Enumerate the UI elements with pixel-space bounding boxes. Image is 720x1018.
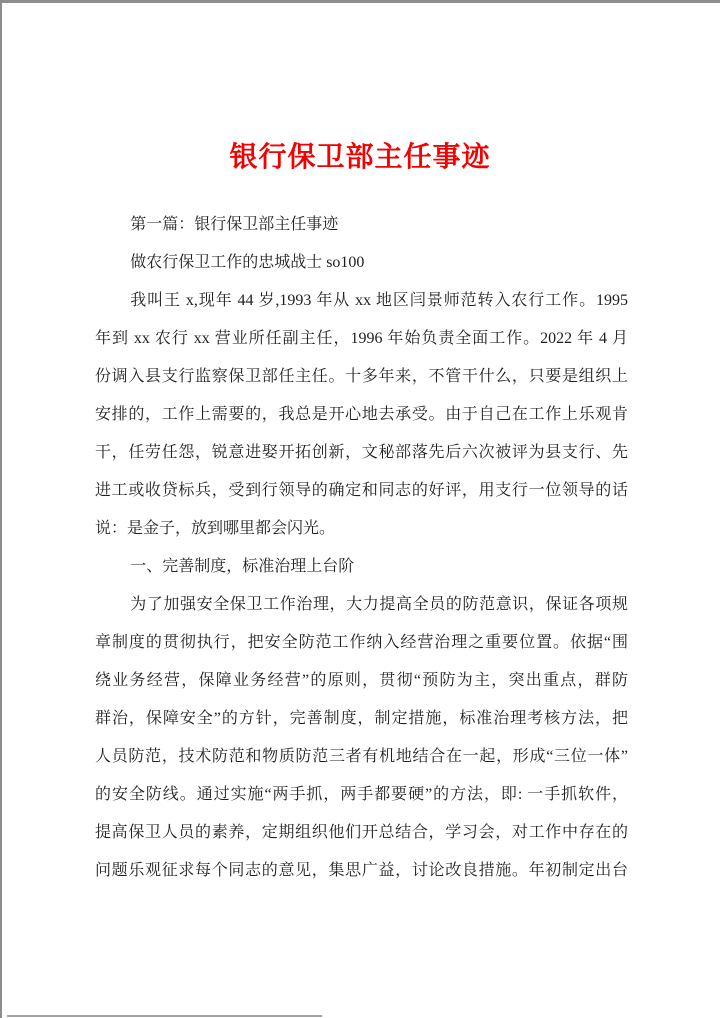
paragraph-line: 群治，保障安全”的方针，完善制度，制定措施，标准治理考核方法，把 [95, 710, 628, 727]
paragraph-line: 年到 xx 农行 xx 营业所任副主任，1996 年始负责全面工作。2022 年 4 月 [95, 330, 628, 347]
paragraph-line: 第一篇：银行保卫部主任事迹 [130, 216, 339, 233]
paragraph-line: 绕业务经营，保障业务经营”的原则，贯彻“预防为主，突出重点，群防 [95, 672, 628, 689]
paragraph-line: 提高保卫人员的素养，定期组织他们开总结合，学习会，对工作中存在的 [95, 824, 628, 841]
page-left-border [0, 0, 2, 1018]
document-title: 银行保卫部主任事迹 [229, 142, 491, 173]
paragraph-line: 人员防范，技术防范和物质防范三者有机地结合在一起，形成“三位一体” [95, 748, 628, 765]
paragraph-line: 的安全防线。通过实施“两手抓，两手都要硬”的方法，即: 一手抓软件， [95, 786, 628, 803]
document-body [0, 206, 720, 890]
paragraph-line: 问题乐观征求每个同志的意见，集思广益，讨论改良措施。年初制定出台 [95, 862, 628, 879]
paragraph-line: 我叫王 x,现年 44 岁,1993 年从 xx 地区闫景师范转入农行工作。1995 [130, 292, 628, 309]
paragraph-line: 一、完善制度，标准治理上台阶 [130, 558, 355, 575]
paragraph-line: 说：是金子，放到哪里都会闪光。 [95, 520, 336, 537]
paragraph-line: 干，任劳任怨，锐意进娶开拓创新，文秘部落先后六次被评为县支行、先 [95, 444, 628, 461]
paragraph-line: 安排的，工作上需要的，我总是开心地去承受。由于自己在工作上乐观肯 [95, 406, 628, 423]
paragraph-line: 章制度的贯彻执行，把安全防范工作纳入经营治理之重要位置。依据“围 [95, 634, 628, 651]
page-top-border [0, 0, 720, 3]
paragraph-line: 为了加强安全保卫工作治理，大力提高全员的防范意识，保证各项规 [130, 596, 628, 613]
paragraph-line: 份调入县支行监察保卫部任主任。十多年来，不管干什么，只要是组织上 [95, 368, 628, 385]
paragraph-line: 进工或收贷标兵，受到行领导的确定和同志的好评，用支行一位领导的话 [95, 482, 628, 499]
page-bottom-border [7, 1015, 322, 1017]
paragraph-line: 做农行保卫工作的忠城战士 so100 [130, 254, 365, 271]
